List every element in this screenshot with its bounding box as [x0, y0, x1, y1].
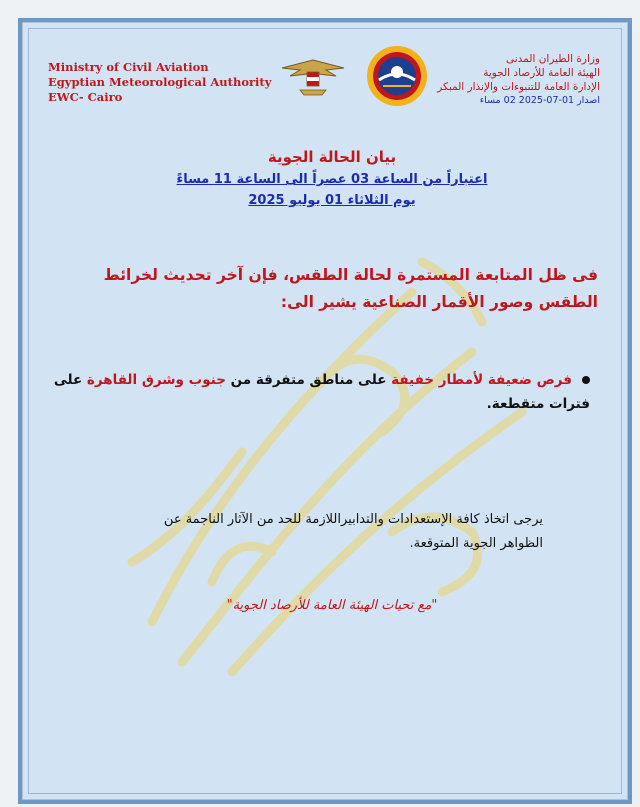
bulletin-title: بيان الحالة الجوية: [267, 148, 397, 166]
areas-text: على مناطق متفرقة من: [225, 372, 392, 388]
issue-line: اصدار 01-07-2025 02 مساء: [479, 95, 600, 106]
closing-greeting: "مع تحيات الهيئة العامة للأرصاد الجوية": [226, 598, 438, 613]
english-header: [48, 60, 271, 105]
precaution-note: يرجى اتخاذ كافة الإستعدادات والتدابيراللازمة للحد من الآثار الناجمة عن الظواهر الجوية المتوقعة.: [163, 512, 543, 551]
eagle-emblem-icon: [280, 54, 346, 98]
bulletin-sheet: [18, 18, 632, 804]
ministry-line: Ministry of Civil Aviation: [48, 60, 209, 74]
rain-chance-text: فرص ضعيفة لأمطار خفيفة: [391, 372, 572, 388]
timing-text: على فترات متقطعة.: [53, 372, 590, 412]
center-line: EWC- Cairo: [48, 90, 123, 104]
authority-line-ar: الهيئة العامة للأرصاد الجوية: [483, 67, 600, 79]
authority-line: Egyptian Meteorological Authority: [48, 75, 272, 89]
department-line-ar: الإدارة العامة للتنبوءات والإنذار المبكر: [437, 81, 600, 93]
bullet-dot-icon: [582, 376, 590, 384]
intro-paragraph: فى ظل المتابعة المستمرة لحالة الطقس، فإن آخر تحديث لخرائط الطقس وصور الأقمار الصناعية يشير الى:: [103, 266, 598, 311]
region-text: جنوب وشرق القاهرة: [86, 372, 226, 388]
arabic-header: [400, 52, 600, 108]
validity-period: اعتباراً من الساعة 03 عصراً الى الساعة 11 مساءً: [176, 172, 488, 187]
bulletin-title-block: [142, 148, 522, 208]
bulletin-date: يوم الثلاثاء 01 يوليو 2025: [248, 193, 416, 208]
forecast-bullet: [50, 368, 590, 416]
ministry-line-ar: وزارة الطيران المدنى: [506, 53, 600, 65]
